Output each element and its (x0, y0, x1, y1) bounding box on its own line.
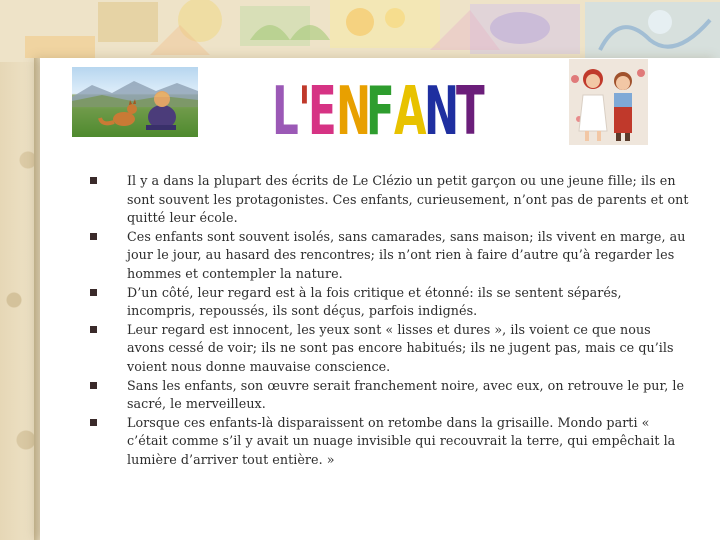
square-bullet-icon (90, 382, 97, 389)
title-letter: ' (298, 72, 311, 151)
child-with-fox-picture (72, 67, 198, 137)
title-letter: A (394, 72, 427, 151)
title-letter: E (308, 72, 337, 151)
bullet-item (90, 284, 690, 321)
child-with-fox-illustration (72, 67, 198, 137)
bullet-text: Lorsque ces enfants-là disparaissent on retombe dans la grisaille. Mondo parti « c’était comme s’il y avait un nuage invisible qui recouvrait la terre, qui empêchait la lumière d’arriver tout entière. » (127, 414, 676, 467)
title-letter: N (336, 72, 372, 151)
bullet-list (90, 172, 690, 470)
square-bullet-icon (90, 233, 97, 240)
bullet-text: Leur regard est innocent, les yeux sont « lisses et dures », ils voient ce que nous avons cessé de voir; ils ne sont pas encore habitués; ils ne jugent pas, mais ce qu’ils voient nous donne mauvaise conscience. (127, 321, 674, 374)
bullet-text: Il y a dans la plupart des écrits de Le Clézio un petit garçon ou une jeune fille; ils en sont souvent les protagonistes. Ces enfants, curieusement, n’ont pas de parents et ont quitté leur école. (127, 173, 689, 226)
title-letter: F (366, 72, 395, 151)
bullet-item (90, 377, 690, 414)
square-bullet-icon (90, 419, 97, 426)
square-bullet-icon (90, 326, 97, 333)
bullet-item (90, 172, 690, 228)
slide-title (262, 70, 522, 156)
decorative-banner (0, 0, 720, 62)
bullet-item (90, 321, 690, 377)
title-letter: L (272, 72, 299, 151)
bullet-item (90, 414, 690, 470)
two-children-picture (569, 59, 648, 145)
bullet-item (90, 228, 690, 284)
title-letter: N (424, 72, 460, 151)
title-letter: T (456, 72, 485, 151)
bullet-text: Ces enfants sont souvent isolés, sans camarades, sans maison; ils vivent en marge, au jour le jour, au hasard des rencontres; ils n’ont rien à faire d’autre qu’à regarder les hommes et contempler la nature. (127, 228, 686, 281)
bullet-text: Sans les enfants, son œuvre serait franchement noire, avec eux, on retrouve le pur, le sacré, le merveilleux. (127, 377, 685, 412)
banner-artwork (0, 0, 720, 62)
square-bullet-icon (90, 289, 97, 296)
bullet-text: D’un côté, leur regard est à la fois critique et étonné: ils se sentent séparés, incompris, repoussés, ils sont déçus, parfois indignés. (127, 284, 622, 319)
two-children-illustration (569, 59, 648, 145)
square-bullet-icon (90, 177, 97, 184)
